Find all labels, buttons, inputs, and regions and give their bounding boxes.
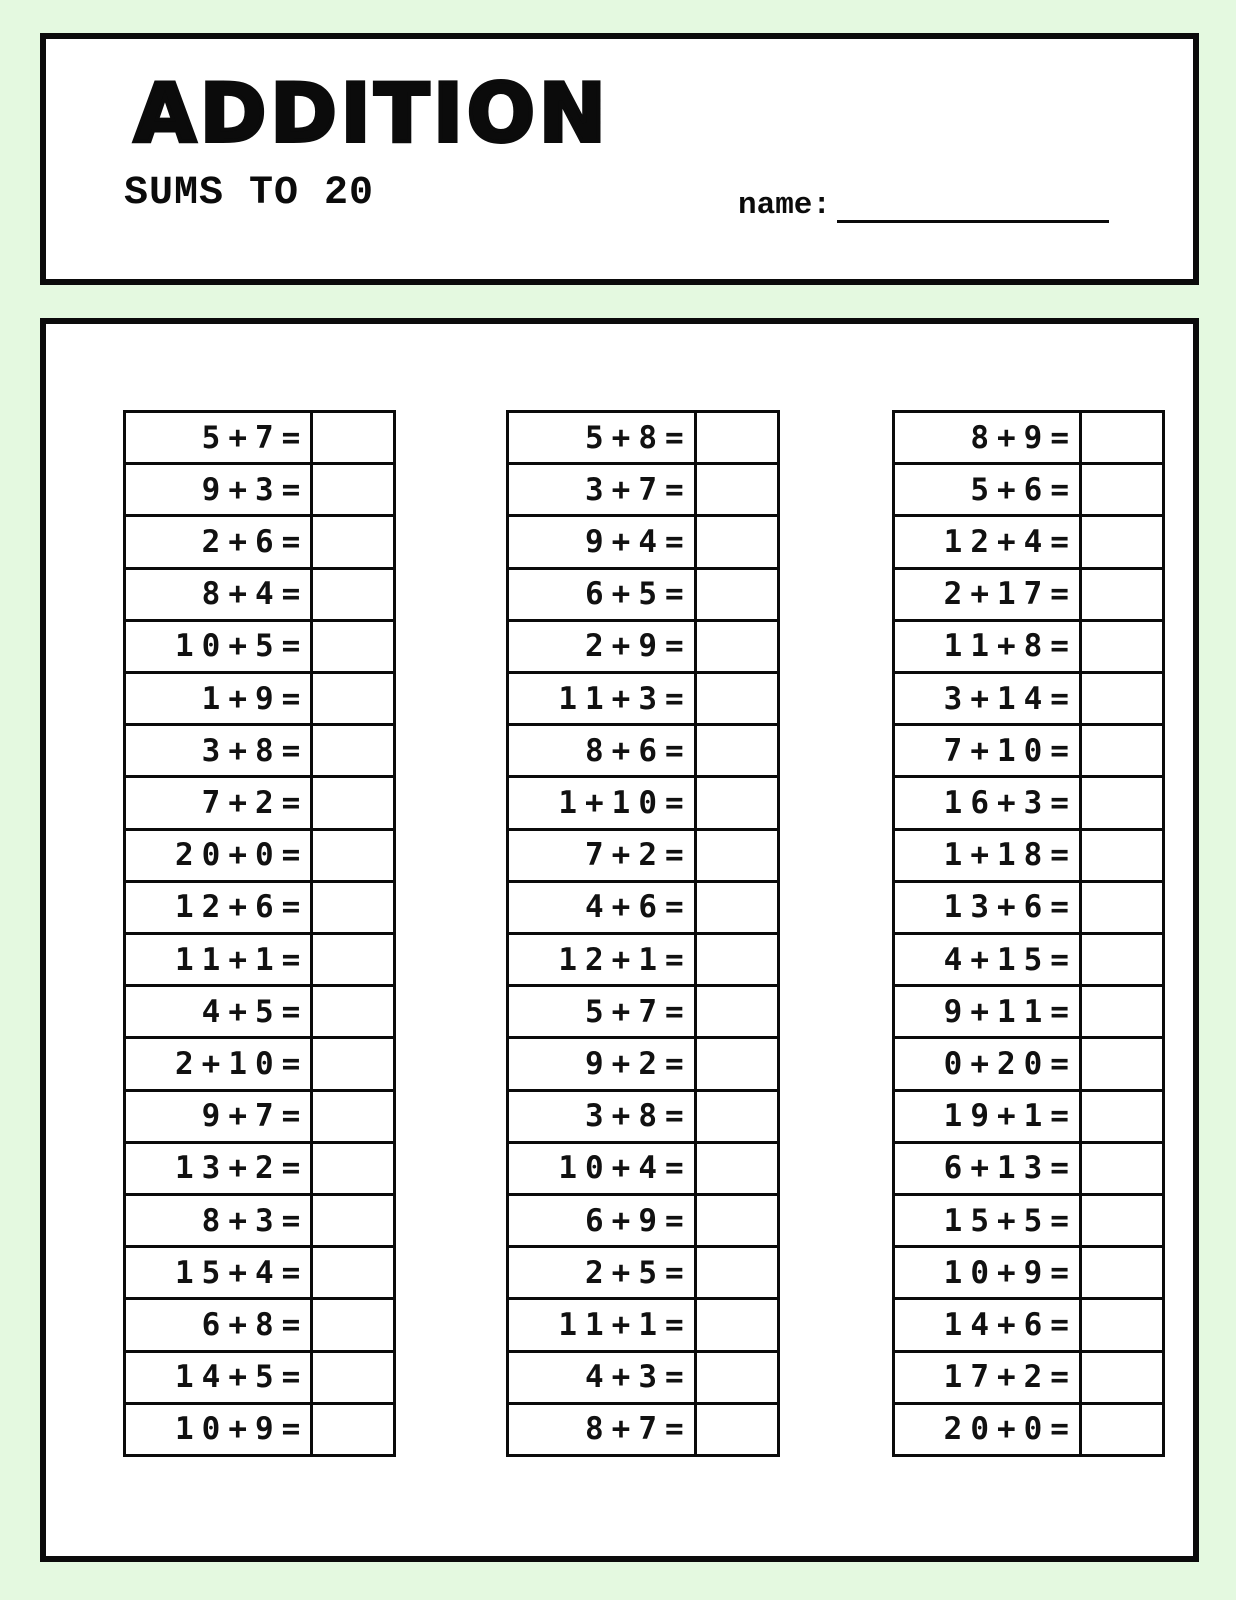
answer-cell[interactable] — [697, 1144, 777, 1193]
problem-text: 12+4= — [895, 517, 1082, 566]
problem-text: 9+11= — [895, 987, 1082, 1036]
answer-cell[interactable] — [1082, 1405, 1162, 1454]
answer-cell[interactable] — [697, 1405, 777, 1454]
answer-cell[interactable] — [313, 1092, 393, 1141]
problem-text: 2+17= — [895, 570, 1082, 619]
answer-cell[interactable] — [1082, 622, 1162, 671]
problem-text: 17+2= — [895, 1353, 1082, 1402]
problem-row — [126, 778, 393, 830]
problem-text: 13+2= — [126, 1144, 313, 1193]
problem-row — [895, 1353, 1162, 1405]
answer-cell[interactable] — [697, 674, 777, 723]
problem-text: 11+8= — [895, 622, 1082, 671]
answer-cell[interactable] — [1082, 778, 1162, 827]
header-box — [40, 33, 1199, 285]
problem-row — [895, 1196, 1162, 1248]
problem-text: 9+3= — [126, 465, 313, 514]
problem-text: 8+7= — [509, 1405, 696, 1454]
problem-row — [126, 413, 393, 465]
problem-row — [126, 935, 393, 987]
answer-cell[interactable] — [1082, 517, 1162, 566]
answer-cell[interactable] — [313, 1405, 393, 1454]
problem-row — [895, 1092, 1162, 1144]
problem-text: 19+1= — [895, 1092, 1082, 1141]
problem-text: 5+7= — [126, 413, 313, 462]
problem-row — [509, 674, 776, 726]
problem-row — [126, 570, 393, 622]
problem-text: 11+3= — [509, 674, 696, 723]
problem-text: 14+5= — [126, 1353, 313, 1402]
answer-cell[interactable] — [697, 570, 777, 619]
name-input-line[interactable] — [837, 187, 1109, 223]
answer-cell[interactable] — [1082, 883, 1162, 932]
problem-text: 7+2= — [509, 831, 696, 880]
problem-text: 2+10= — [126, 1039, 313, 1088]
problem-text: 9+2= — [509, 1039, 696, 1088]
problem-text: 5+8= — [509, 413, 696, 462]
problems-box — [40, 318, 1199, 1562]
answer-cell[interactable] — [697, 778, 777, 827]
problem-text: 10+9= — [126, 1405, 313, 1454]
problem-row — [126, 1353, 393, 1405]
problem-text: 1+18= — [895, 831, 1082, 880]
problem-text: 6+9= — [509, 1196, 696, 1245]
worksheet-subtitle: SUMS TO 20 — [124, 171, 375, 216]
problem-text: 3+8= — [126, 726, 313, 775]
problem-row — [509, 413, 776, 465]
answer-cell[interactable] — [313, 622, 393, 671]
problem-text: 14+6= — [895, 1300, 1082, 1349]
problem-row — [895, 1405, 1162, 1454]
answer-cell[interactable] — [697, 935, 777, 984]
answer-cell[interactable] — [1082, 1092, 1162, 1141]
problem-row — [509, 1405, 776, 1454]
problem-row — [126, 831, 393, 883]
problem-row — [895, 831, 1162, 883]
problem-row — [509, 987, 776, 1039]
problem-row — [126, 1092, 393, 1144]
problem-text: 1+10= — [509, 778, 696, 827]
worksheet-tables — [123, 410, 1165, 1457]
problem-text: 11+1= — [509, 1300, 696, 1349]
problem-row — [509, 622, 776, 674]
problem-row — [509, 831, 776, 883]
problem-text: 15+5= — [895, 1196, 1082, 1245]
answer-cell[interactable] — [697, 622, 777, 671]
problem-row — [126, 1196, 393, 1248]
answer-cell[interactable] — [1082, 831, 1162, 880]
problem-row — [895, 1300, 1162, 1352]
problem-row — [509, 1196, 776, 1248]
problem-text: 8+3= — [126, 1196, 313, 1245]
problem-row — [126, 1300, 393, 1352]
problem-text: 10+9= — [895, 1248, 1082, 1297]
problem-row — [509, 1248, 776, 1300]
problem-text: 4+6= — [509, 883, 696, 932]
problem-text: 4+15= — [895, 935, 1082, 984]
answer-cell[interactable] — [1082, 1144, 1162, 1193]
problem-row — [895, 674, 1162, 726]
problem-row — [126, 622, 393, 674]
answer-cell[interactable] — [313, 987, 393, 1036]
problem-row — [895, 1144, 1162, 1196]
problem-row — [895, 1039, 1162, 1091]
answer-cell[interactable] — [1082, 570, 1162, 619]
problem-text: 4+3= — [509, 1353, 696, 1402]
problem-text: 12+6= — [126, 883, 313, 932]
problem-text: 10+4= — [509, 1144, 696, 1193]
answer-cell[interactable] — [697, 1300, 777, 1349]
problem-row — [126, 726, 393, 778]
problem-column-1 — [123, 410, 396, 1457]
problem-row — [509, 1300, 776, 1352]
problem-row — [509, 1144, 776, 1196]
problem-row — [895, 413, 1162, 465]
problem-text: 15+4= — [126, 1248, 313, 1297]
problem-text: 13+6= — [895, 883, 1082, 932]
answer-cell[interactable] — [313, 1039, 393, 1088]
problem-text: 7+2= — [126, 778, 313, 827]
answer-cell[interactable] — [313, 935, 393, 984]
problem-row — [509, 1092, 776, 1144]
problem-text: 6+5= — [509, 570, 696, 619]
problem-row — [509, 935, 776, 987]
problem-text: 5+6= — [895, 465, 1082, 514]
problem-text: 12+1= — [509, 935, 696, 984]
answer-cell[interactable] — [1082, 413, 1162, 462]
problem-row — [895, 1248, 1162, 1300]
problem-text: 20+0= — [895, 1405, 1082, 1454]
problem-row — [895, 517, 1162, 569]
answer-cell[interactable] — [1082, 1039, 1162, 1088]
answer-cell[interactable] — [1082, 1353, 1162, 1402]
problem-row — [509, 726, 776, 778]
problem-row — [126, 674, 393, 726]
answer-cell[interactable] — [697, 1039, 777, 1088]
problem-text: 4+5= — [126, 987, 313, 1036]
answer-cell[interactable] — [1082, 726, 1162, 775]
problem-text: 0+20= — [895, 1039, 1082, 1088]
answer-cell[interactable] — [313, 517, 393, 566]
problem-row — [895, 935, 1162, 987]
problem-row — [126, 1144, 393, 1196]
problem-text: 11+1= — [126, 935, 313, 984]
problem-text: 2+6= — [126, 517, 313, 566]
answer-cell[interactable] — [313, 831, 393, 880]
problem-row — [895, 570, 1162, 622]
answer-cell[interactable] — [313, 465, 393, 514]
answer-cell[interactable] — [313, 1144, 393, 1193]
problem-text: 8+4= — [126, 570, 313, 619]
problem-row — [895, 726, 1162, 778]
problem-text: 3+8= — [509, 1092, 696, 1141]
problem-text: 7+10= — [895, 726, 1082, 775]
problem-text: 8+9= — [895, 413, 1082, 462]
problem-text: 2+5= — [509, 1248, 696, 1297]
problem-row — [895, 883, 1162, 935]
answer-cell[interactable] — [697, 1196, 777, 1245]
name-row — [738, 187, 1109, 223]
answer-cell[interactable] — [1082, 935, 1162, 984]
problem-row — [509, 1039, 776, 1091]
answer-cell[interactable] — [1082, 1196, 1162, 1245]
answer-cell[interactable] — [313, 726, 393, 775]
answer-cell[interactable] — [313, 1196, 393, 1245]
problem-text: 3+14= — [895, 674, 1082, 723]
answer-cell[interactable] — [1082, 1300, 1162, 1349]
answer-cell[interactable] — [313, 778, 393, 827]
problem-text: 9+4= — [509, 517, 696, 566]
problem-row — [895, 987, 1162, 1039]
answer-cell[interactable] — [313, 570, 393, 619]
problem-row — [895, 622, 1162, 674]
answer-cell[interactable] — [1082, 1248, 1162, 1297]
problem-row — [126, 987, 393, 1039]
answer-cell[interactable] — [697, 883, 777, 932]
problem-column-2 — [506, 410, 779, 1457]
problem-text: 8+6= — [509, 726, 696, 775]
problem-text: 20+0= — [126, 831, 313, 880]
problem-text: 1+9= — [126, 674, 313, 723]
answer-cell[interactable] — [697, 465, 777, 514]
answer-cell[interactable] — [697, 1353, 777, 1402]
answer-cell[interactable] — [313, 674, 393, 723]
answer-cell[interactable] — [1082, 465, 1162, 514]
answer-cell[interactable] — [697, 987, 777, 1036]
name-label: name: — [738, 188, 832, 223]
problem-row — [126, 1405, 393, 1454]
problem-row — [126, 465, 393, 517]
problem-row — [895, 465, 1162, 517]
answer-cell[interactable] — [697, 1092, 777, 1141]
answer-cell[interactable] — [313, 1248, 393, 1297]
problem-row — [509, 517, 776, 569]
problem-text: 6+13= — [895, 1144, 1082, 1193]
problem-text: 6+8= — [126, 1300, 313, 1349]
answer-cell[interactable] — [313, 413, 393, 462]
problem-text: 3+7= — [509, 465, 696, 514]
problem-row — [509, 1353, 776, 1405]
answer-cell[interactable] — [1082, 674, 1162, 723]
problem-text: 16+3= — [895, 778, 1082, 827]
worksheet-title: ADDITION — [134, 67, 610, 160]
problem-row — [126, 1039, 393, 1091]
problem-row — [509, 883, 776, 935]
problem-row — [509, 778, 776, 830]
problem-row — [126, 517, 393, 569]
answer-cell[interactable] — [697, 1248, 777, 1297]
answer-cell[interactable] — [697, 831, 777, 880]
problem-text: 9+7= — [126, 1092, 313, 1141]
problem-row — [895, 778, 1162, 830]
answer-cell[interactable] — [697, 726, 777, 775]
answer-cell[interactable] — [1082, 987, 1162, 1036]
problem-row — [509, 570, 776, 622]
problem-text: 5+7= — [509, 987, 696, 1036]
answer-cell[interactable] — [697, 413, 777, 462]
answer-cell[interactable] — [313, 1300, 393, 1349]
problem-text: 10+5= — [126, 622, 313, 671]
answer-cell[interactable] — [697, 517, 777, 566]
problem-row — [509, 465, 776, 517]
answer-cell[interactable] — [313, 1353, 393, 1402]
problem-text: 2+9= — [509, 622, 696, 671]
answer-cell[interactable] — [313, 883, 393, 932]
problem-row — [126, 883, 393, 935]
problem-row — [126, 1248, 393, 1300]
problem-column-3 — [892, 410, 1165, 1457]
